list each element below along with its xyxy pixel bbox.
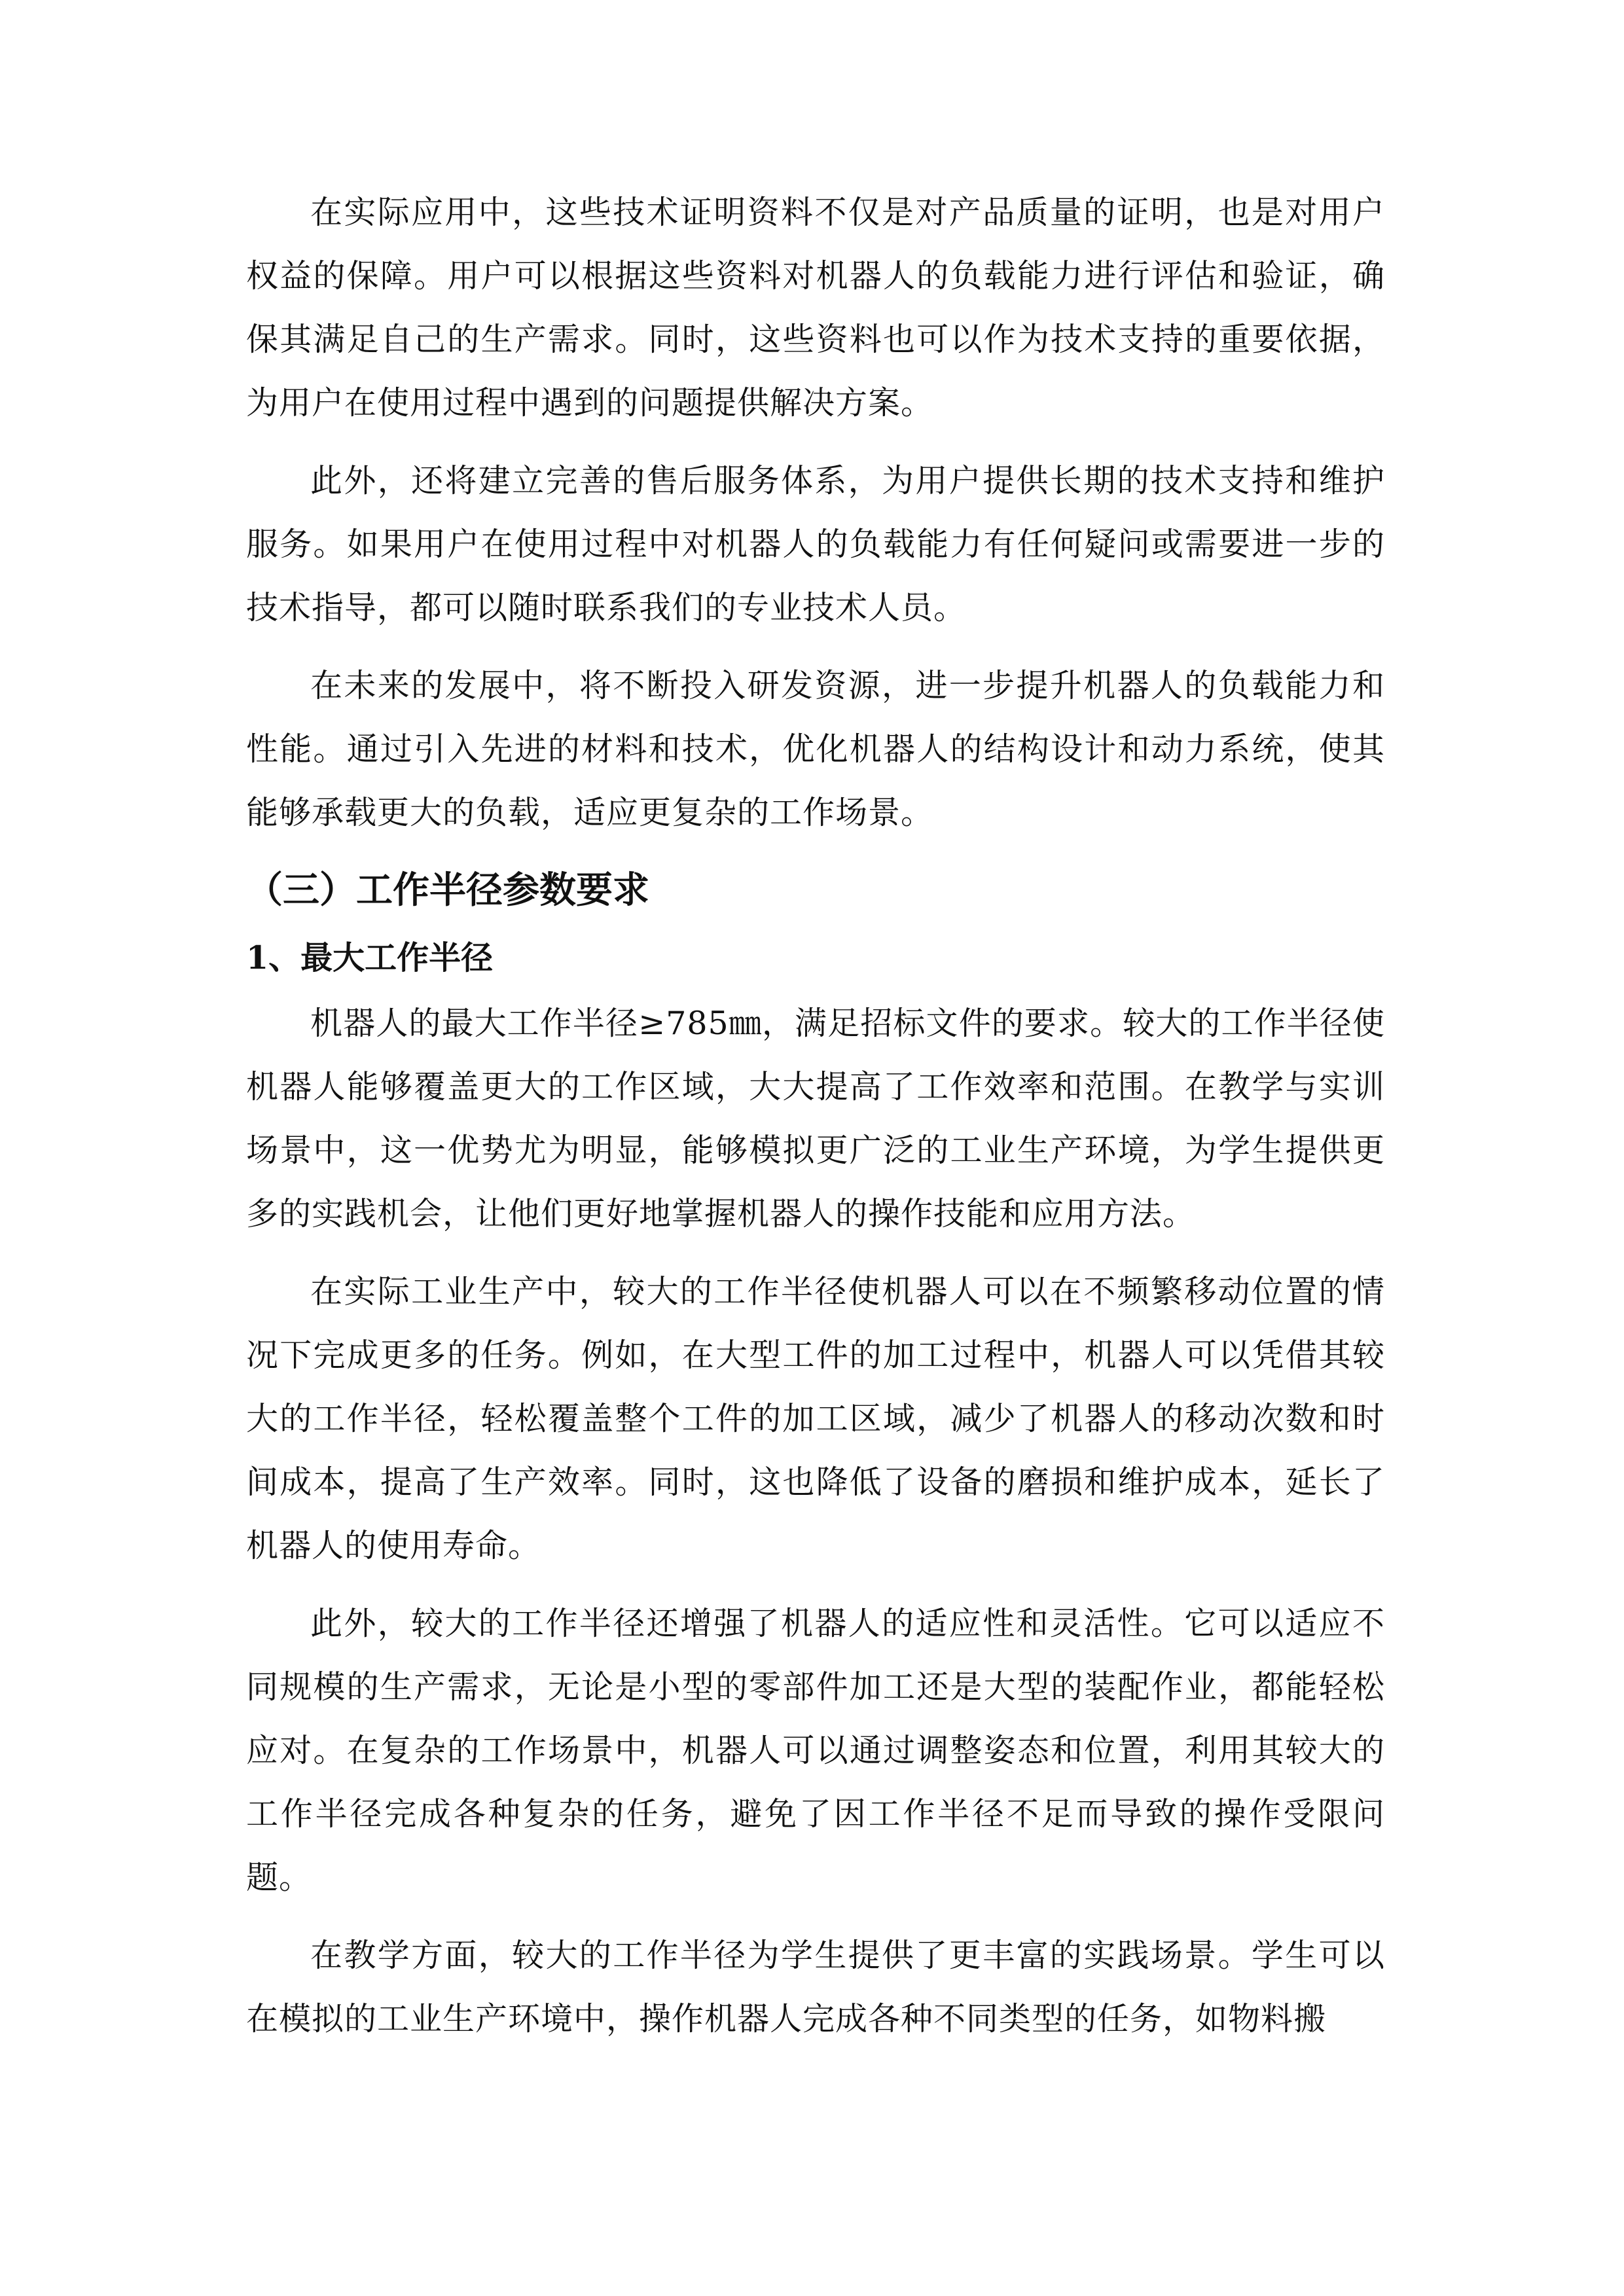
paragraph-adaptability: 此外，较大的工作半径还增强了机器人的适应性和灵活性。它可以适应不同规模的生产需求，无论是小型的零部件加工还是大型的装配作业，都能轻松应对。在复杂的工作场景中，机器人可以通过调整姿态和位置，利用其较大的工作半径完成各种复杂的任务，避免了因工作半径不足而导致的操作受限问题。 [246, 1605, 1385, 1896]
section-heading: （三）工作半径参数要求 [246, 869, 649, 912]
section-heading-block [246, 867, 1385, 913]
subsection-heading-block [246, 938, 1385, 977]
paragraph-industrial-production: 在实际工业生产中，较大的工作半径使机器人可以在不频繁移动位置的情况下完成更多的任务。例如，在大型工件的加工过程中，机器人可以凭借其较大的工作半径，轻松覆盖整个工件的加工区域，减少了机器人的移动次数和时间成本，提高了生产效率。同时，这也降低了设备的磨损和维护成本，延长了机器人的使用寿命。 [246, 1273, 1385, 1564]
paragraph-teaching: 在教学方面，较大的工作半径为学生提供了更丰富的实践场景。学生可以在模拟的工业生产环境中，操作机器人完成各种不同类型的任务，如物料搬 [246, 1937, 1385, 2037]
paragraph-tech-proof: 在实际应用中，这些技术证明资料不仅是对产品质量的证明，也是对用户权益的保障。用户可以根据这些资料对机器人的负载能力进行评估和验证，确保其满足自己的生产需求。同时，这些资料也可以作为技术支持的重要依据，为用户在使用过程中遇到的问题提供解决方案。 [246, 194, 1385, 422]
working-radius-text-block [246, 992, 1385, 2051]
intro-text-block [246, 181, 1385, 844]
paragraph-max-radius: 机器人的最大工作半径≥785㎜，满足招标文件的要求。较大的工作半径使机器人能够覆盖更大的工作区域，大大提高了工作效率和范围。在教学与实训场景中，这一优势尤为明显，能够模拟更广泛的工业生产环境，为学生提供更多的实践机会，让他们更好地掌握机器人的操作技能和应用方法。 [246, 1005, 1385, 1232]
subsection-heading: 1、最大工作半径 [246, 939, 494, 977]
paragraph-after-sales: 此外，还将建立完善的售后服务体系，为用户提供长期的技术支持和维护服务。如果用户在使用过程中对机器人的负载能力有任何疑问或需要进一步的技术指导，都可以随时联系我们的专业技术人员。 [246, 462, 1385, 626]
paragraph-future-development: 在未来的发展中，将不断投入研发资源，进一步提升机器人的负载能力和性能。通过引入先进的材料和技术，优化机器人的结构设计和动力系统，使其能够承载更大的负载，适应更复杂的工作场景。 [246, 667, 1385, 831]
